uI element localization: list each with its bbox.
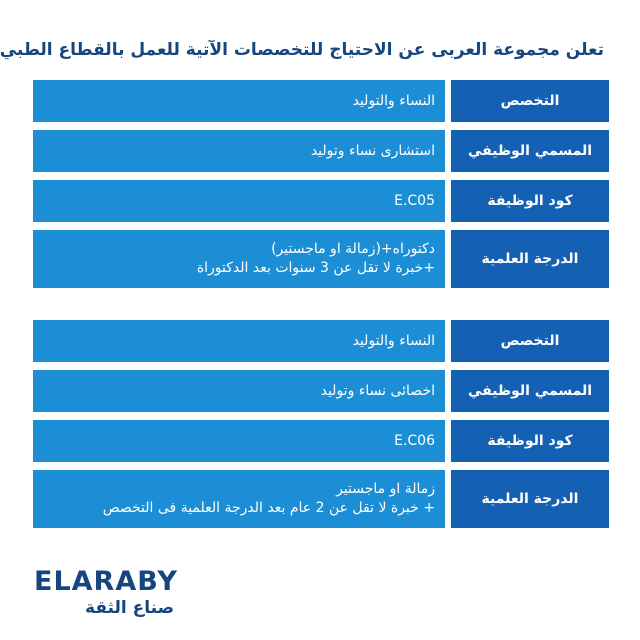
- job-title-label: المسمي الوظيفي: [451, 370, 609, 412]
- job-posting-2: [33, 320, 609, 536]
- degree-line-1: زمالة او ماجستير: [336, 481, 435, 497]
- degree-label: الدرجة العلمية: [451, 470, 609, 528]
- degree-line-2: + خبرة لا تقل عن 2 عام بعد الدرجة العلمية فى التخصص: [102, 500, 435, 516]
- logo-tagline: صناع الثقة: [85, 598, 174, 618]
- degree-label: الدرجة العلمية: [451, 230, 609, 288]
- job-code-value-text: E.C05: [394, 192, 435, 209]
- degree-row: [33, 230, 609, 288]
- announcement-headline: تعلن مجموعة العربى عن الاحتياج للتخصصات الآتية للعمل بالقطاع الطبي: [0, 40, 604, 60]
- job-title-value: [33, 370, 445, 412]
- job-title-label: المسمي الوظيفي: [451, 130, 609, 172]
- specialty-value-text: النساء والتوليد: [352, 332, 435, 349]
- specialty-row: [33, 80, 609, 122]
- job-code-row: [33, 420, 609, 462]
- job-code-value: [33, 420, 445, 462]
- job-code-value-text: E.C06: [394, 432, 435, 449]
- job-code-row: [33, 180, 609, 222]
- job-title-row: [33, 130, 609, 172]
- job-title-value: [33, 130, 445, 172]
- specialty-label: التخصص: [451, 320, 609, 362]
- job-title-value-text: اخصائى نساء وتوليد: [320, 382, 435, 399]
- elaraby-logo: [34, 568, 184, 618]
- degree-line-1: دكتوراه+(زمالة او ماجستير): [271, 241, 435, 257]
- job-code-label: كود الوظيفة: [451, 420, 609, 462]
- degree-value: [33, 470, 445, 528]
- degree-value: [33, 230, 445, 288]
- degree-line-2: +خبرة لا تقل عن 3 سنوات بعد الدكتوراة: [196, 260, 435, 276]
- specialty-value: [33, 80, 445, 122]
- job-title-row: [33, 370, 609, 412]
- job-posting-1: [33, 80, 609, 296]
- job-code-label: كود الوظيفة: [451, 180, 609, 222]
- job-title-value-text: استشارى نساء وتوليد: [310, 142, 435, 159]
- specialty-row: [33, 320, 609, 362]
- degree-row: [33, 470, 609, 528]
- specialty-label: التخصص: [451, 80, 609, 122]
- logo-brand-text: ELARABY: [34, 566, 178, 597]
- job-code-value: [33, 180, 445, 222]
- specialty-value: [33, 320, 445, 362]
- specialty-value-text: النساء والتوليد: [352, 92, 435, 109]
